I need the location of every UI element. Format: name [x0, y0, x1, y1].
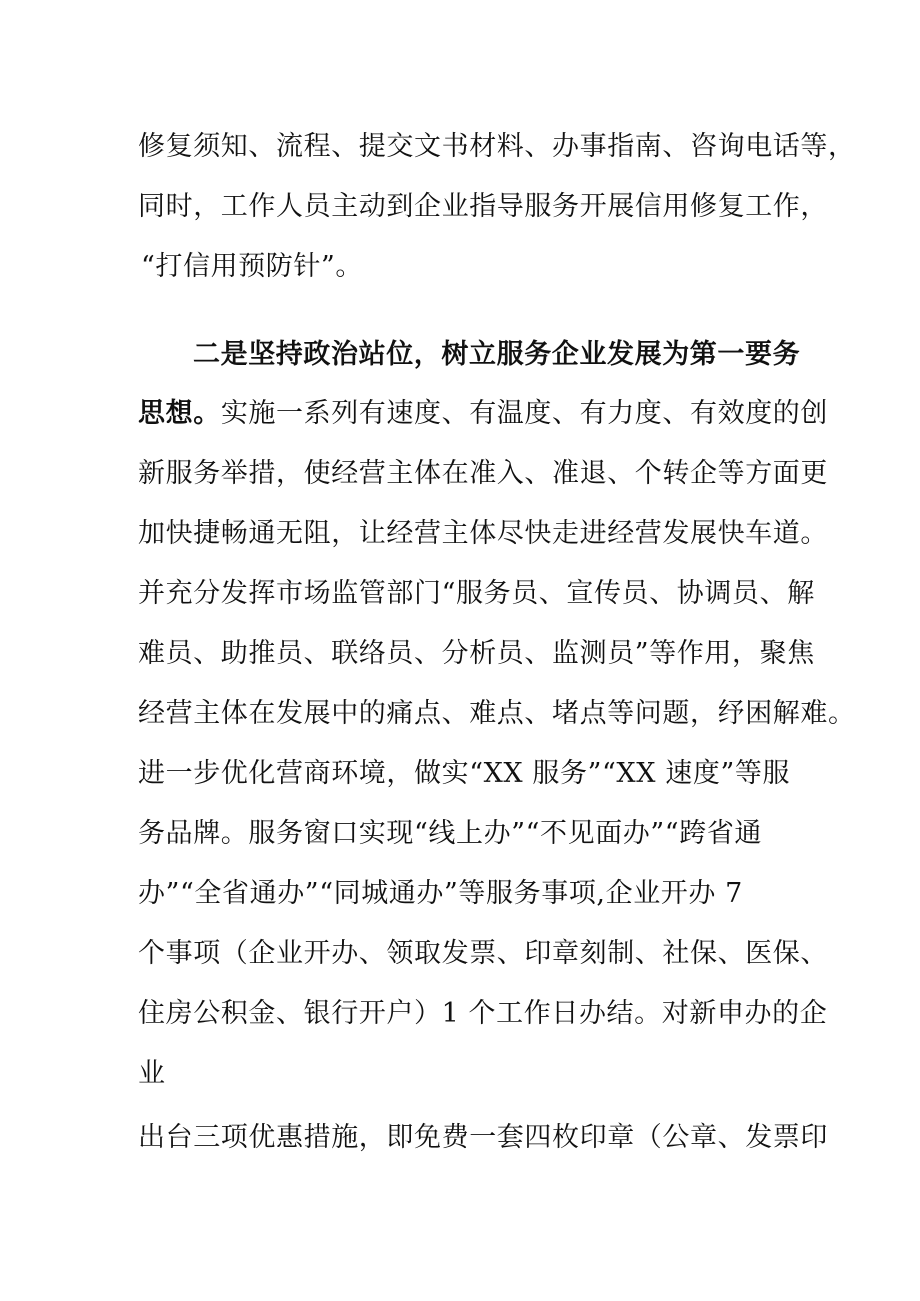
- paragraph-line: 办”“全省通办”“同城通办”等服务事项,企业开办 7: [138, 878, 743, 909]
- section-heading: 二是坚持政治站位，树立服务企业发展为第一要务: [193, 339, 801, 370]
- paragraph-line: “打信用预防针”。: [141, 251, 364, 282]
- paragraph-line: 务品牌。服务窗口实现“线上办”“不见面办”“跨省通: [138, 818, 763, 849]
- paragraph-line: 思想。实施一系列有速度、有温度、有力度、有效度的创: [138, 398, 829, 429]
- paragraph-line: 修复须知、流程、提交文书材料、办事指南、咨询电话等，: [138, 131, 856, 162]
- paragraph-line: 个事项（企业开办、领取发票、印章刻制、社保、医保、: [138, 938, 828, 969]
- paragraph-line: 加快捷畅通无阻，让经营主体尽快走进经营发展快车道。: [138, 518, 828, 549]
- paragraph-line: 难员、助推员、联络员、分析员、监测员”等作用，聚焦: [138, 638, 815, 669]
- heading-continuation: 思想。: [138, 398, 221, 429]
- paragraph-line: 同时，工作人员主动到企业指导服务开展信用修复工作，: [138, 191, 828, 222]
- paragraph-line: 住房公积金、银行开户）1 个工作日办结。对新申办的企: [138, 998, 828, 1029]
- paragraph-line: 出台三项优惠措施，即免费一套四枚印章（公章、发票印: [138, 1122, 828, 1153]
- paragraph-line: 业: [138, 1058, 166, 1089]
- paragraph-line: 新服务举措，使经营主体在准入、准退、个转企等方面更: [138, 458, 828, 489]
- paragraph-line: 经营主体在发展中的痛点、难点、堵点等问题，纾困解难。: [138, 698, 856, 729]
- paragraph-line: 进一步优化营商环境，做实“XX 服务”“XX 速度”等服: [138, 758, 791, 789]
- paragraph-line: 并充分发挥市场监管部门“服务员、宣传员、协调员、解: [138, 578, 815, 609]
